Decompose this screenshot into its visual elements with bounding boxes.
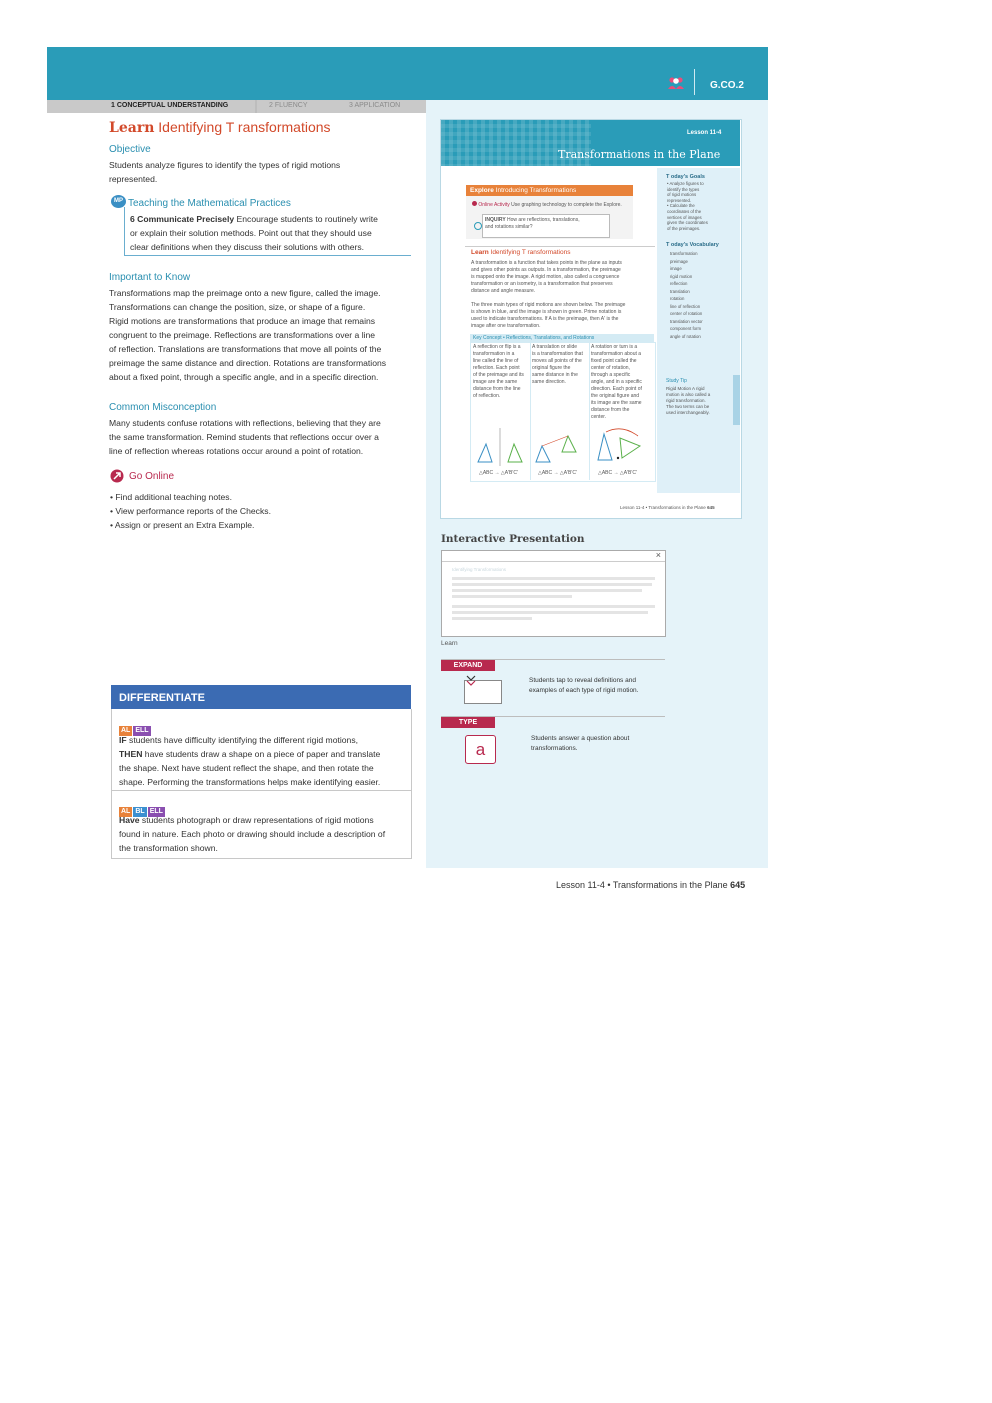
mp-line: clear definitions when they discuss their solutions with others. bbox=[130, 242, 365, 252]
top-banner bbox=[47, 47, 768, 100]
learn-label: Learn bbox=[109, 120, 155, 136]
kc-line: same distance in the bbox=[532, 372, 578, 378]
mp-line1: Encourage students to routinely write bbox=[234, 214, 378, 224]
vocab-term: line of reflection bbox=[670, 303, 701, 309]
kc-line: is a transformation that bbox=[532, 351, 583, 357]
tip-line: used interchangeably. bbox=[666, 410, 710, 415]
goals-list bbox=[667, 181, 733, 231]
important-line: about a fixed point, through a specific angle, and in a specific direction. bbox=[109, 372, 379, 382]
expand-icon bbox=[464, 680, 502, 704]
go-online-item: • View performance reports of the Checks. bbox=[110, 506, 271, 516]
go-online-item: • Find additional teaching notes. bbox=[110, 492, 232, 502]
expand-description bbox=[529, 676, 638, 696]
thumb-learn-title: Identifying T ransformations bbox=[488, 249, 571, 256]
footer-text: • Transformations in the Plane bbox=[604, 880, 731, 890]
banner-divider bbox=[694, 69, 695, 95]
standard-code: G.CO.2 bbox=[710, 80, 744, 91]
expand-line: examples of each type of rigid motion. bbox=[529, 687, 639, 694]
goal-line: given the coordinates bbox=[667, 220, 708, 226]
para-line: distance and angle measure. bbox=[471, 288, 536, 294]
expand-label: EXPAND bbox=[441, 660, 495, 671]
kc-line: distance from the line bbox=[473, 386, 521, 392]
diff-line: found in nature. Each photo or drawing should include a description of bbox=[119, 829, 386, 839]
thumb-learn-heading bbox=[471, 249, 570, 256]
reflection-figure bbox=[472, 426, 528, 470]
kc-line: original figure the bbox=[532, 365, 571, 371]
go-online-item: • Assign or present an Extra Example. bbox=[110, 520, 255, 530]
kc-line: center of rotation, bbox=[591, 365, 630, 371]
vocab-term: translation bbox=[670, 288, 690, 294]
important-line: Transformations map the preimage onto a new figure, called the image. bbox=[109, 288, 381, 298]
tag-ell: ELL bbox=[149, 808, 163, 815]
thumb-learn-label: Learn bbox=[471, 249, 489, 256]
para-line: is shown in blue, and the image is shown in green. Prime notation is bbox=[471, 309, 622, 315]
misconception-line: the same transformation. Remind students that reflections occur over a bbox=[109, 432, 379, 442]
tip-line: rigid transformation. bbox=[666, 398, 706, 403]
kc-line: distance from the bbox=[591, 407, 630, 413]
vocab-list bbox=[670, 250, 732, 340]
diff-line2: have students draw a shape on a piece of paper and translate bbox=[142, 749, 381, 759]
figure-caption: △ABC → △A'B'C' bbox=[598, 470, 637, 476]
goal-line: represented. bbox=[667, 197, 692, 203]
lesson-number: Lesson 11-4 bbox=[687, 130, 722, 136]
chevron-down-icon bbox=[466, 674, 476, 686]
mp-line: or explain their solution methods. Point out that they should use bbox=[130, 228, 372, 238]
diff-line1b: motions, bbox=[325, 735, 359, 745]
tip-line: Rigid Motion A rigid bbox=[666, 386, 705, 391]
tip-line: The two terms can be bbox=[666, 404, 710, 409]
para-line: A transformation is a function that takes points in the plane as inputs bbox=[471, 260, 622, 266]
misconception-heading: Common Misconception bbox=[109, 402, 217, 413]
online-activity-label: Online Activity bbox=[478, 202, 510, 208]
objective-heading: Objective bbox=[109, 144, 151, 155]
translation-figure bbox=[532, 426, 588, 470]
tag-ell: ELL bbox=[135, 727, 149, 734]
window-title: Identifying Transformations bbox=[452, 567, 507, 572]
online-activity-text: Use graphing technology to complete the Explore. bbox=[509, 202, 622, 208]
thumb-scrollbar bbox=[733, 375, 740, 425]
diff-divider bbox=[112, 790, 411, 791]
kc-col-reflection bbox=[473, 344, 529, 400]
learn-title-text: Identifying T ransformations bbox=[158, 119, 331, 135]
differentiate-header bbox=[111, 685, 411, 709]
kc-line: A rotation or turn is a bbox=[591, 344, 638, 350]
mp-heading: Teaching the Mathematical Practices bbox=[128, 198, 291, 209]
diff-line bbox=[119, 747, 409, 761]
then-label: THEN bbox=[119, 749, 143, 759]
diff-line bbox=[119, 813, 409, 827]
go-online-heading: Go Online bbox=[129, 471, 175, 482]
vocab-term: translation vector bbox=[670, 318, 703, 324]
figure-caption: △ABC → △A'B'C' bbox=[538, 470, 577, 476]
expand-line: Students tap to reveal definitions and bbox=[529, 677, 636, 684]
para-line: and gives other points as outputs. In a transformation, the preimage bbox=[471, 267, 621, 273]
faded-text-line bbox=[452, 589, 642, 592]
thumb-para2 bbox=[471, 302, 651, 330]
rotation-figure bbox=[592, 424, 650, 470]
kc-line: angle, and in a specific bbox=[591, 379, 642, 385]
faded-text-line bbox=[452, 611, 648, 614]
para-line: image after one transformation. bbox=[471, 323, 541, 329]
kc-line: A translation or slide bbox=[532, 344, 578, 350]
mp-line bbox=[130, 212, 410, 226]
go-online-list bbox=[110, 490, 271, 532]
kc-col-divider bbox=[589, 342, 590, 480]
window-titlebar bbox=[442, 551, 665, 562]
go-online-icon bbox=[110, 469, 124, 483]
thumb-para1 bbox=[471, 260, 651, 295]
inquiry-icon bbox=[474, 222, 482, 230]
inquiry-question: How are reflections, translations, bbox=[505, 217, 580, 223]
important-line: of reflection. Translations are transformations that move all points of the bbox=[109, 344, 382, 354]
goal-line: identify the types bbox=[667, 186, 700, 192]
important-heading: Important to Know bbox=[109, 272, 191, 283]
figure-caption: △ABC → △A'B'C' bbox=[479, 470, 518, 476]
faded-text-line bbox=[452, 583, 652, 586]
footer-lesson: Lesson 11-4 bbox=[556, 880, 605, 890]
goal-line: vertices of images bbox=[667, 214, 702, 220]
vocab-term: image bbox=[670, 266, 682, 271]
group-icon bbox=[667, 76, 685, 90]
para-line: is mapped onto the image. A rigid motion, also called a congruence bbox=[471, 274, 620, 280]
goal-line: coordinates of the bbox=[667, 208, 702, 214]
kc-col-translation bbox=[532, 344, 588, 386]
close-icon[interactable]: × bbox=[655, 550, 661, 560]
kc-line: its image are the same bbox=[591, 400, 642, 406]
goal-line: of the preimages. bbox=[667, 225, 701, 231]
kc-line: through a specific bbox=[591, 372, 631, 378]
have-label: Have bbox=[119, 815, 140, 825]
step-fluency: 2 FLUENCY bbox=[269, 102, 308, 109]
diff-line1: students have difficulty identifying the different rigid bbox=[126, 735, 326, 745]
type-icon: a bbox=[465, 735, 496, 764]
diff-line: shape. Performing the transformations helps make identifying easier. bbox=[119, 777, 381, 787]
inquiry-line: and rotations similar? bbox=[485, 224, 533, 230]
tag-al: AL bbox=[121, 808, 131, 815]
differentiate-box bbox=[111, 709, 412, 859]
vocab-term: center of rotation bbox=[670, 311, 703, 316]
mp-icon: MP bbox=[111, 195, 126, 208]
differentiate-text-2 bbox=[119, 813, 409, 855]
presentation-window[interactable] bbox=[441, 550, 666, 637]
vocab-heading: T oday's Vocabulary bbox=[666, 242, 719, 248]
diff-line: the shape. Next have student reflect the shape, and then rotate the bbox=[119, 763, 374, 773]
vocab-term: rotation bbox=[670, 296, 685, 301]
vocab-term: component form bbox=[670, 326, 702, 331]
study-tip-heading: Study Tip bbox=[666, 378, 687, 384]
vocab-term: rigid motion bbox=[670, 273, 693, 279]
important-line: Transformations can change the position, size, or shape of a figure. bbox=[109, 302, 366, 312]
kc-line: moves all points of the bbox=[532, 358, 582, 364]
diff-line: the transformation shown. bbox=[119, 843, 218, 853]
kc-col-divider bbox=[530, 342, 531, 480]
kc-col-rotation bbox=[591, 344, 653, 421]
lesson-thumbnail-header bbox=[441, 120, 740, 166]
type-line: Students answer a question about bbox=[531, 735, 630, 742]
step-conceptual: 1 CONCEPTUAL UNDERSTANDING bbox=[111, 102, 229, 109]
tag-bl: BL bbox=[135, 808, 145, 815]
goals-heading: T oday's Goals bbox=[666, 174, 705, 180]
kc-line: A reflection or flip is a bbox=[473, 344, 521, 350]
important-text bbox=[109, 286, 386, 384]
presentation-caption: Learn bbox=[441, 640, 458, 647]
type-line: transformations. bbox=[531, 745, 578, 752]
explore-title: Introducing Transformations bbox=[493, 187, 577, 194]
page-number: 645 bbox=[730, 880, 746, 890]
objective-line: Students analyze figures to identify the types of rigid motions bbox=[109, 160, 341, 170]
kc-line: of reflection. bbox=[473, 393, 501, 399]
step-application: 3 APPLICATION bbox=[349, 102, 401, 109]
diff-line bbox=[119, 733, 409, 747]
objective-text bbox=[109, 158, 340, 186]
kc-line: same direction. bbox=[532, 379, 566, 385]
online-activity-line bbox=[472, 201, 622, 209]
misconception-line: Many students confuse rotations with reflections, believing that they are bbox=[109, 418, 381, 428]
progress-strip bbox=[47, 100, 427, 113]
diff2-line1: students photograph or draw representations of rigid motions bbox=[139, 815, 374, 825]
misconception-line: line of reflection whereas rotations occur around a point of rotation. bbox=[109, 446, 364, 456]
goal-line: • Calculate the bbox=[667, 203, 695, 209]
type-label: TYPE bbox=[441, 717, 495, 728]
vocab-term: reflection bbox=[670, 281, 688, 286]
vocab-term: preimage bbox=[670, 258, 688, 264]
kc-line: reflection. Each point bbox=[473, 365, 520, 371]
thumb-footer-page: 645 bbox=[707, 505, 715, 510]
explore-label: Explore bbox=[470, 187, 494, 194]
progress-divider bbox=[255, 100, 257, 113]
kc-line: transformation in a bbox=[473, 351, 515, 357]
faded-text-line bbox=[452, 617, 532, 620]
page-title bbox=[109, 119, 331, 136]
tag-al: AL bbox=[121, 727, 131, 734]
misconception-text bbox=[109, 416, 381, 458]
para-line: used to indicate transformations. If A is the preimage, then A' is the bbox=[471, 316, 619, 322]
objective-line: represented. bbox=[109, 174, 158, 184]
vocab-term: transformation bbox=[670, 251, 698, 256]
inquiry-label: INQUIRY bbox=[485, 217, 506, 223]
faded-text-line bbox=[452, 595, 572, 598]
key-concept-bar: Key Concept • Reflections, Translations, and Rotations bbox=[470, 334, 654, 342]
goal-line: • Analyze figures to bbox=[667, 181, 704, 186]
para-line: The three main types of rigid motions are shown below. The preimage bbox=[471, 302, 626, 308]
kc-line: direction. Each point of bbox=[591, 386, 642, 392]
learn-divider bbox=[465, 246, 655, 247]
inquiry-text bbox=[485, 217, 580, 231]
differentiate-title: DIFFERENTIATE bbox=[119, 692, 205, 704]
goal-line: of rigid motions bbox=[667, 192, 697, 198]
thumb-footer-text: Lesson 11-4 • Transformations in the Plane bbox=[620, 505, 706, 510]
thumb-footer bbox=[620, 504, 715, 511]
if-label: IF bbox=[119, 735, 127, 745]
page-footer bbox=[556, 880, 745, 890]
online-activity-icon bbox=[472, 201, 477, 206]
important-line: preimage the same distance and direction. Rotations are transformations bbox=[109, 358, 387, 368]
kc-line: fixed point called the bbox=[591, 358, 637, 364]
type-description bbox=[531, 734, 629, 754]
vocab-term: angle of rotation bbox=[670, 333, 701, 339]
faded-text-line bbox=[452, 605, 655, 608]
explore-bar bbox=[466, 185, 633, 196]
inquiry-line bbox=[485, 217, 580, 224]
tip-line: motion is also called a bbox=[666, 392, 711, 397]
mp-text bbox=[130, 212, 410, 254]
important-line: congruent to the preimage. Reflections are transformations over a line bbox=[109, 330, 376, 340]
kc-line: line called the line of bbox=[473, 358, 519, 364]
kc-line: of the preimage and its bbox=[473, 372, 524, 378]
interactive-heading: Interactive Presentation bbox=[441, 533, 585, 545]
important-line: Rigid motions are transformations that produce an image that remains bbox=[109, 316, 376, 326]
differentiate-text-1 bbox=[119, 733, 409, 789]
para-line: transformation or an isometry, is a transformation that preserves bbox=[471, 281, 613, 287]
kc-line: the original figure and bbox=[591, 393, 640, 399]
study-tip-text bbox=[666, 386, 730, 416]
kc-line: image are the same bbox=[473, 379, 518, 385]
lesson-title: Transformations in the Plane bbox=[558, 148, 721, 161]
kc-line: transformation about a bbox=[591, 351, 642, 357]
faded-text-line bbox=[452, 577, 655, 580]
mp-bold: 6 Communicate Precisely bbox=[130, 214, 235, 224]
kc-line: center. bbox=[591, 414, 607, 420]
